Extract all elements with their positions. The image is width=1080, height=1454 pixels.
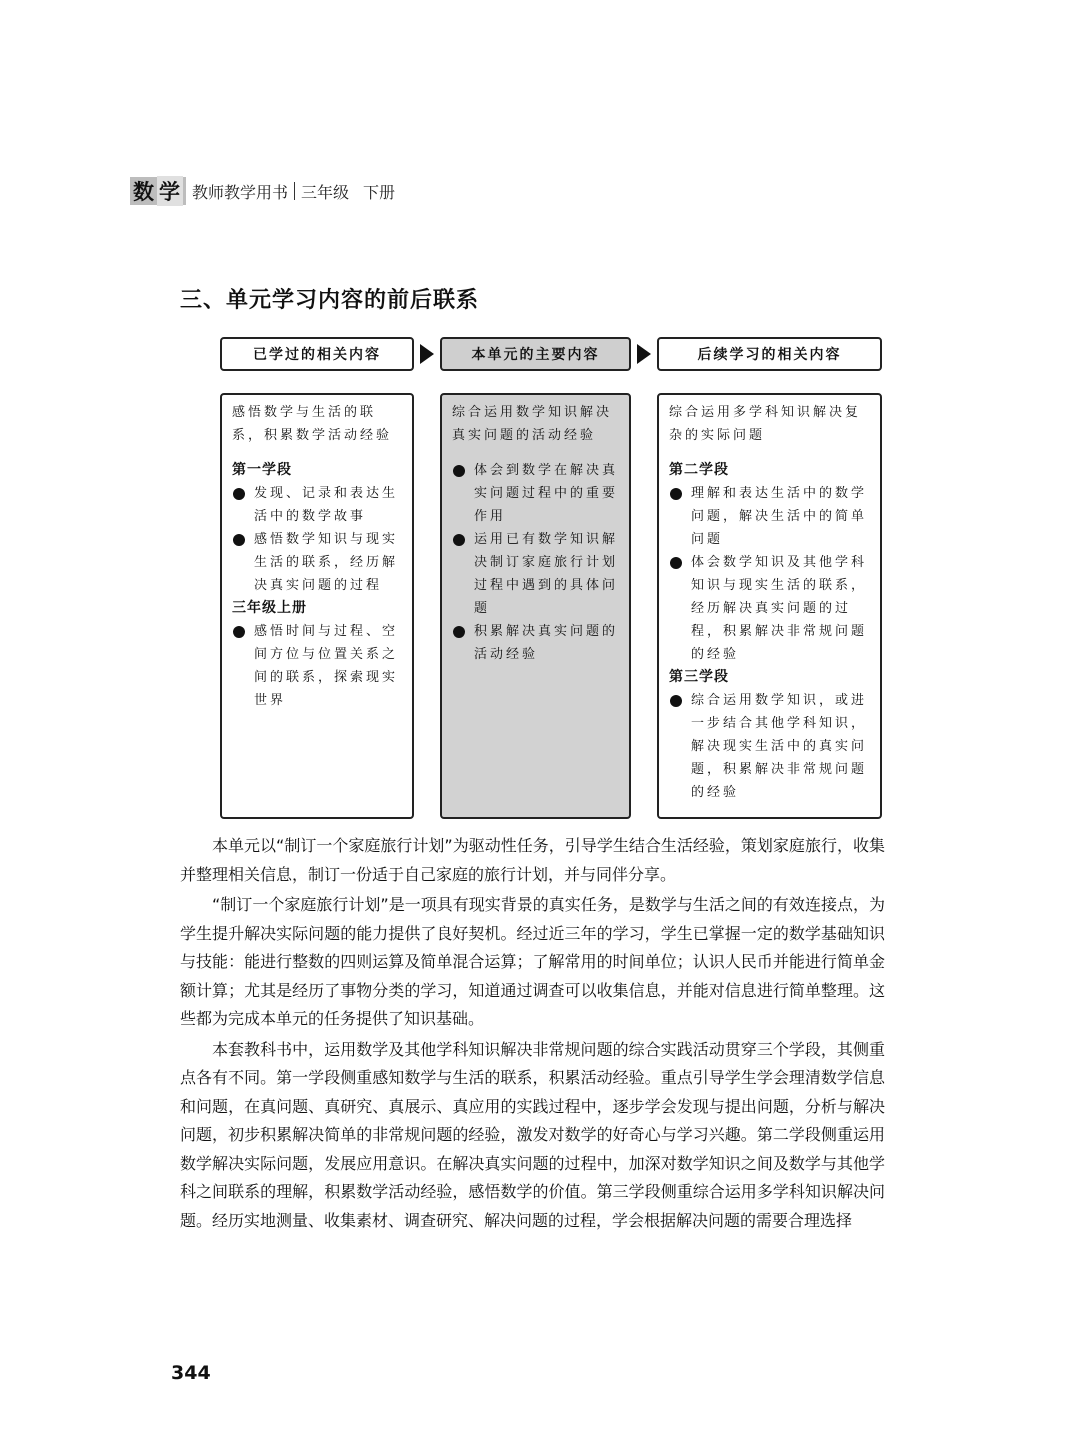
grade-label: 三年级 [301, 182, 350, 202]
heading-subsequent-learning: 后续学习的相关内容 [657, 337, 882, 371]
running-header [130, 176, 395, 206]
brand-logo [130, 177, 186, 205]
list-item: 积累解决真实问题的活动经验 [452, 620, 619, 666]
heading-prior-learning: 已学过的相关内容 [220, 337, 414, 371]
subsequent-intro: 综合运用多学科知识解决复杂的实际问题 [669, 405, 862, 443]
stage-label: 第三学段 [669, 669, 729, 685]
volume-label: 下册 [363, 182, 396, 202]
paragraph: 本套教科书中，运用数学及其他学科知识解决非常规问题的综合实践活动贯穿三个学段，其侧重点各有不同。第一学段侧重感知数学与生活的联系，积累活动经验。重点引导学生学会理清数学信息和问题，在真问题、真研究、真展示、真应用的实践过程中，逐步学会发现与提出问题，分析与解决问题，初步积累解决简单的非常规问题的经验，激发对数学的好奇心与学习兴趣。第二学段侧重运用数学解决实际问题，发展应用意识。在解决真实问题的过程中，加深对数学知识之间及数学与其他学科之间联系的理解，积累数学活动经验，感悟数学的价值。第三学段侧重综合运用多学科知识解决问题。经历实地测量、收集素材、调查研究、解决问题的过程，学会根据解决问题的需要合理选择 [180, 1039, 885, 1230]
list-item: 综合运用数学知识，或进一步结合其他学科知识，解决现实生活中的真实问题，积累解决非常规问题的经验 [669, 689, 870, 804]
current-unit-box [440, 393, 631, 819]
book-title: 教师教学用书 [192, 182, 289, 202]
body-text [180, 832, 885, 1237]
arrow-right-icon [420, 344, 434, 364]
heading-current-unit: 本单元的主要内容 [440, 337, 631, 371]
list-item: 体会到数学在解决真实问题过程中的重要作用 [452, 459, 619, 528]
stage-label: 三年级上册 [232, 600, 307, 616]
stage-label: 第二学段 [669, 462, 729, 478]
prior-intro: 感悟数学与生活的联系，积累数学活动经验 [232, 405, 393, 443]
arrow-right-icon [637, 344, 651, 364]
list-item: 理解和表达生活中的数学问题，解决生活中的简单问题 [669, 482, 870, 551]
list-item: 感悟数学知识与现实生活的联系，经历解决真实问题的过程 [232, 528, 402, 597]
header-divider [294, 182, 295, 200]
prior-learning-box [220, 393, 414, 819]
subsequent-learning-box [657, 393, 882, 819]
stage-label: 第一学段 [232, 462, 292, 478]
brand-char-1: 数 [133, 179, 155, 204]
paragraph: “制订一个家庭旅行计划”是一项具有现实背景的真实任务，是数学与生活之间的有效连接点，为学生提升解决实际问题的能力提供了良好契机。经过近三年的学习，学生已掌握一定的数学基础知识与技能：能进行整数的四则运算及简单混合运算；了解常用的时间单位；认识人民币并能进行简单金额计算；尤其是经历了事物分类的学习，知道通过调查可以收集信息，并能对信息进行简单整理。这些都为完成本单元的任务提供了知识基础。 [180, 895, 885, 1028]
list-item: 发现、记录和表达生活中的数学故事 [232, 482, 402, 528]
page-number: 344 [171, 1362, 211, 1384]
section-title: 三、单元学习内容的前后联系 [180, 288, 480, 313]
list-item: 体会数学知识及其他学科知识与现实生活的联系，经历解决真实问题的过程，积累解决非常规问题的经验 [669, 551, 870, 666]
list-item: 运用已有数学知识解决制订家庭旅行计划过程中遇到的具体问题 [452, 528, 619, 620]
paragraph: 本单元以“制订一个家庭旅行计划”为驱动性任务，引导学生结合生活经验，策划家庭旅行，收集并整理相关信息，制订一份适于自己家庭的旅行计划，并与同伴分享。 [180, 836, 885, 884]
current-intro: 综合运用数学知识解决真实问题的活动经验 [452, 405, 613, 443]
list-item: 感悟时间与过程、空间方位与位置关系之间的联系，探索现实世界 [232, 620, 402, 712]
brand-char-2: 学 [157, 176, 183, 206]
